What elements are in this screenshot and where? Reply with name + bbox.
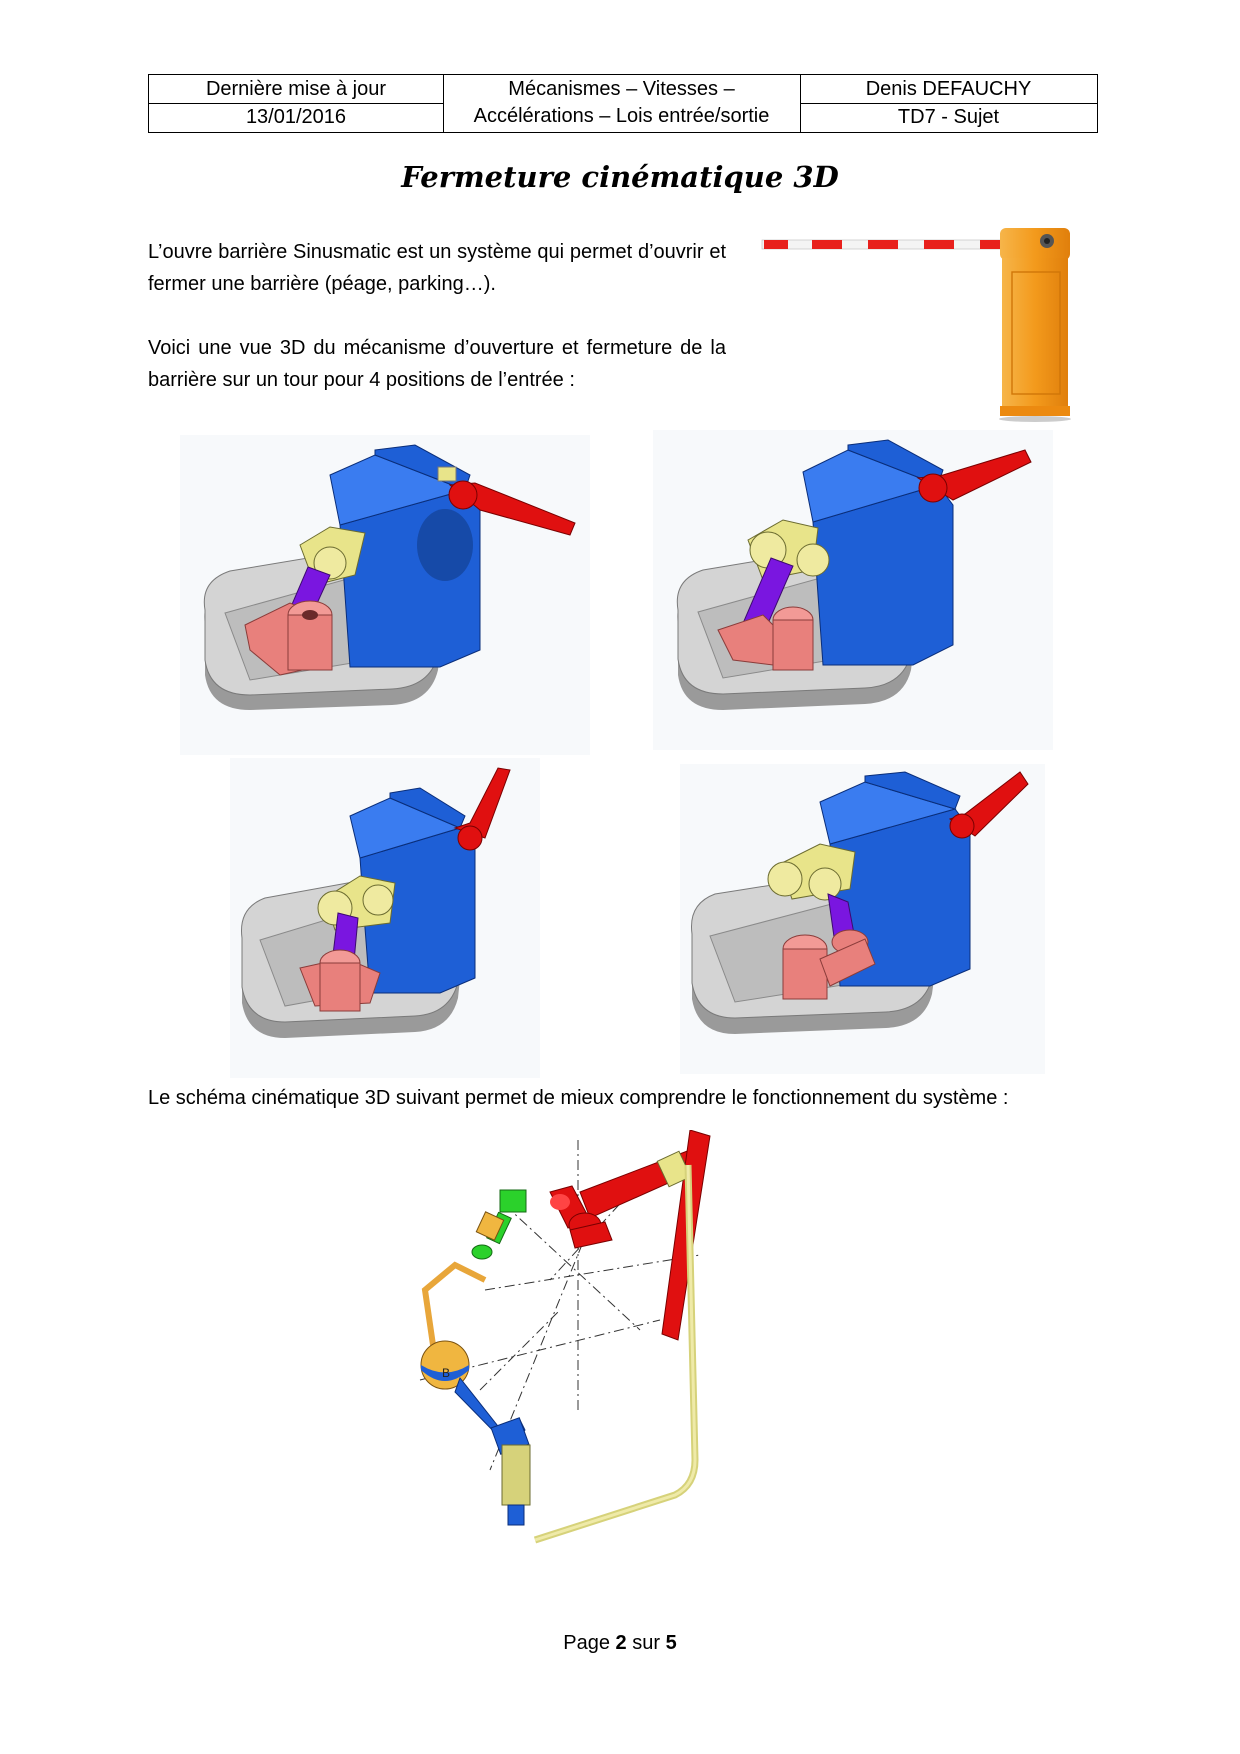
page-title: Fermeture cinématique 3D [401, 160, 839, 194]
doc-id: TD7 - Sujet [897, 105, 1000, 128]
mechanism-view-4 [680, 764, 1045, 1074]
barrier-cabinet [999, 228, 1071, 422]
yellow-rod [535, 1165, 695, 1540]
yellow-column [502, 1445, 530, 1505]
schema-paragraph: Le schéma cinématique 3D suivant permet de mieux comprendre le fonctionnement du système : [148, 1087, 1009, 1109]
subject-line-1: Mécanismes – Vitesses – [508, 78, 735, 100]
intro-paragraph: L’ouvre barrière Sinusmatic est un système qui permet d’ouvrir et fermer une barrière (péage, parking…). [148, 241, 726, 295]
subject-line-2: Accélérations – Lois entrée/sortie [473, 105, 770, 127]
page-prefix: Page [563, 1632, 616, 1654]
author: Denis DEFAUCHY [865, 77, 1032, 100]
orange-link [425, 1265, 485, 1345]
subject-cell [443, 75, 800, 131]
page-mid: sur [626, 1632, 666, 1654]
mechanism-view-3 [230, 758, 540, 1078]
page-footer [0, 1632, 1240, 1655]
mechanism-view-1 [180, 435, 590, 755]
mechanism-view-2 [653, 430, 1053, 750]
point-b-label: B [442, 1366, 451, 1380]
page-current: 2 [615, 1632, 627, 1654]
views-paragraph: Voici une vue 3D du mécanisme d’ouverture et fermeture de la barrière sur un tour pour 4 positions de l’entrée : [148, 337, 726, 391]
barrier-illustration [760, 220, 1080, 425]
last-update-label: Dernière mise à jour [205, 77, 387, 100]
header-table [148, 74, 1098, 133]
update-date: 13/01/2016 [245, 105, 347, 128]
kinematic-schema [400, 1130, 820, 1590]
barrier-arm [762, 240, 1014, 249]
page-total: 5 [665, 1632, 677, 1654]
